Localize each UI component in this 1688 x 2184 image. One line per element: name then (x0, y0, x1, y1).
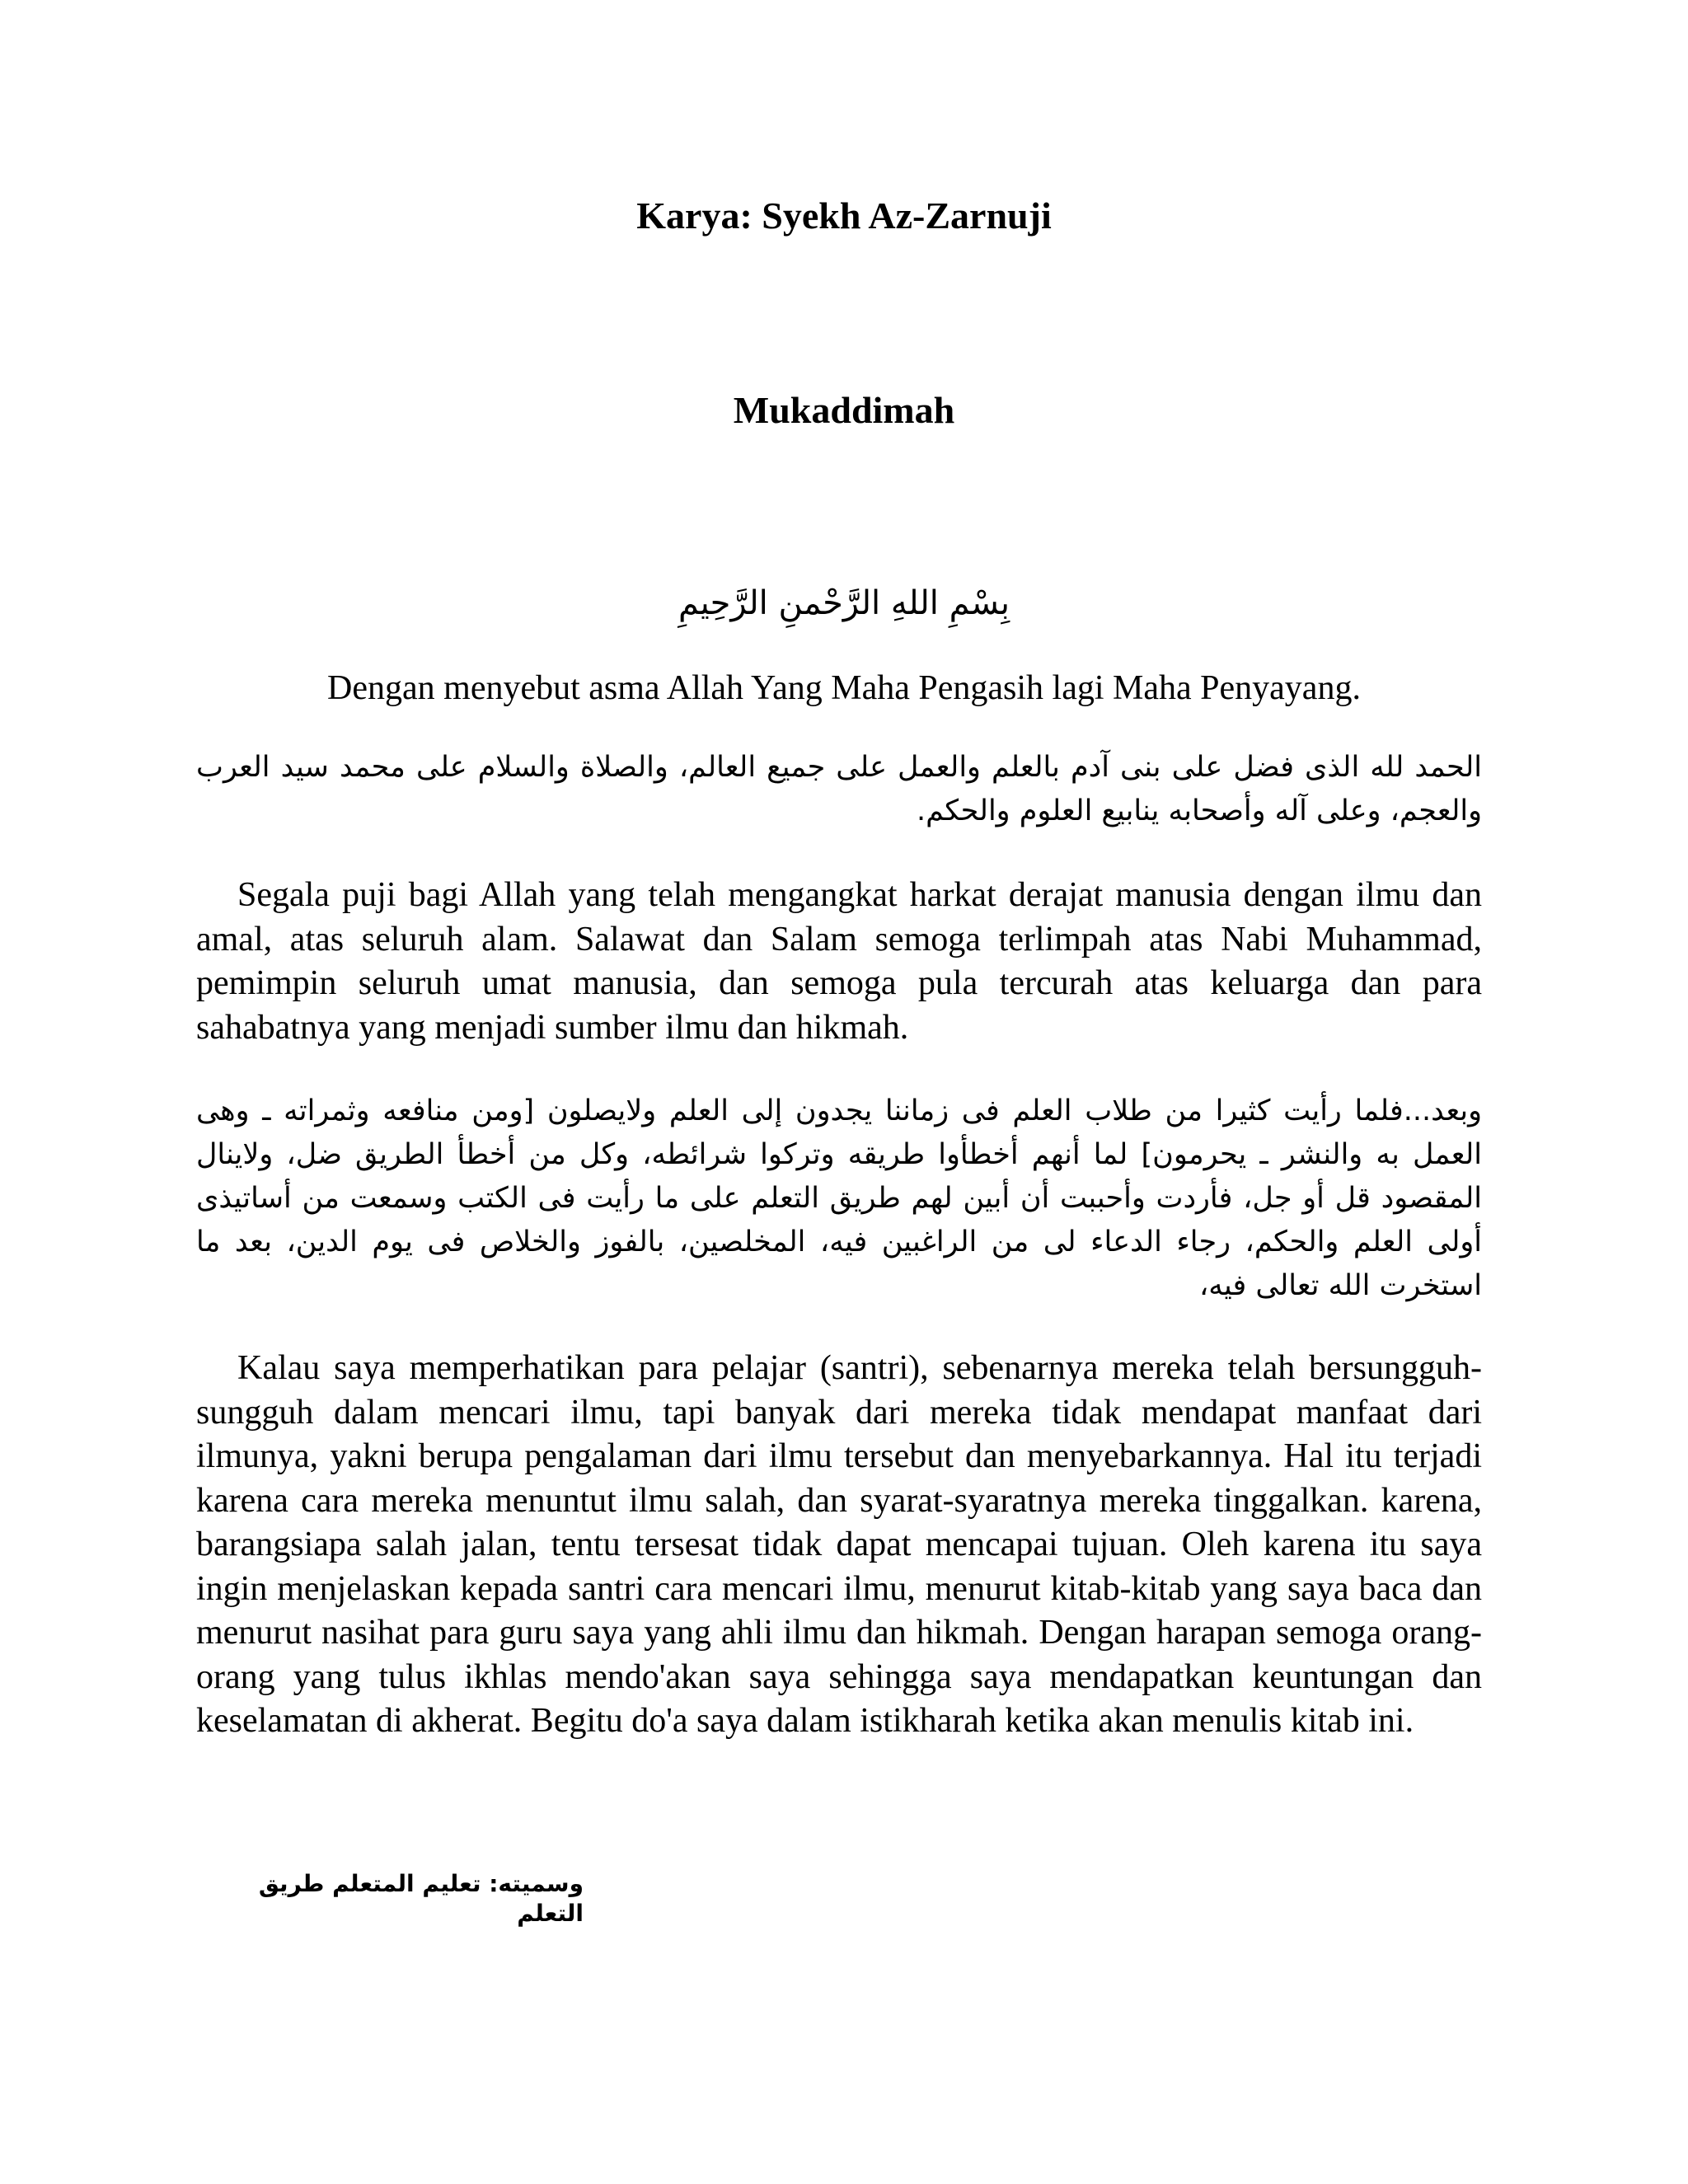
basmalah-translation: Dengan menyebut asma Allah Yang Maha Pengasih lagi Maha Penyayang. (327, 669, 1361, 707)
section-title: Mukaddimah (733, 389, 955, 431)
author-heading: Karya: Syekh Az-Zarnuji (636, 194, 1052, 237)
translation-paragraph-reason-text: Kalau saya memperhatikan para pelajar (santri), sebenarnya mereka telah bersungguh-sungguh dalam mencari ilmu, tapi banyak dari mereka tidak mendapat manfaat dari ilmunya, yakni berupa pengalaman dari ilmu tersebut dan menyebarkannya. Hal itu terjadi karena cara mereka menuntut ilmu salah, dan syarat-syaratnya mereka tinggalkan. karena, barangsiapa salah jalan, tentu tersesat tidak dapat mencapai tujuan. Oleh karena itu saya ingin menjelaskan kepada santri cara mencari ilmu, menurut kitab-kitab yang saya baca dan menurut nasihat para guru saya yang ahli ilmu dan hikmah. Dengan harapan semoga orang-orang yang tulus ikhlas mendo'akan saya sehingga saya mendapatkan keuntungan dan keselamatan di akherat. Begitu do'a saya dalam istikharah ketika akan menulis kitab ini. (196, 1349, 1482, 1740)
translation-paragraph-praise (196, 874, 1482, 1050)
arabic-paragraph-praise: الحمد لله الذى فضل على بنى آدم بالعلم والعمل على جميع العالم، والصلاة والسلام على محمد سيد العرب والعجم، وعلى آله وأصحابه ينابيع العلوم والحكم. (196, 751, 1482, 827)
translation-paragraph-reason (196, 1347, 1482, 1744)
book-title-arabic: وسميته: تعليم المتعلم طريق التعلم (258, 1870, 584, 1928)
translation-paragraph-praise-text: Segala puji bagi Allah yang telah mengangkat harkat derajat manusia dengan ilmu dan amal, atas seluruh alam. Salawat dan Salam semoga terlimpah atas Nabi Muhammad, pemimpin seluruh umat manusia, dan semoga pula tercurah atas keluarga dan para sahabatnya yang menjadi sumber ilmu dan hikmah. (196, 876, 1482, 1047)
basmalah-arabic: بِسْمِ اللهِ الرَّحْمنِ الرَّحِيمِ (678, 584, 1010, 622)
arabic-paragraph-reason: وبعد...فلما رأيت كثيرا من طلاب العلم فى زماننا يجدون إلى العلم ولايصلون [ومن منافعه وثمراته ـ وهى العمل به والنشر ـ يحرمون] لما أنهم أخطأوا طريقه وتركوا شرائطه، وكل من أخطأ الطريق ضل، ولاينال المقصود قل أو جل، فأردت وأحببت أن أبين لهم طريق التعلم على ما رأيت فى الكتب وسمعت من أساتيذى أولى العلم والحكم، رجاء الدعاء لى من الراغبين فيه، المخلصين، بالفوز والخلاص فى يوم الدين، بعد ما استخرت الله تعالى فيه، (196, 1094, 1482, 1302)
